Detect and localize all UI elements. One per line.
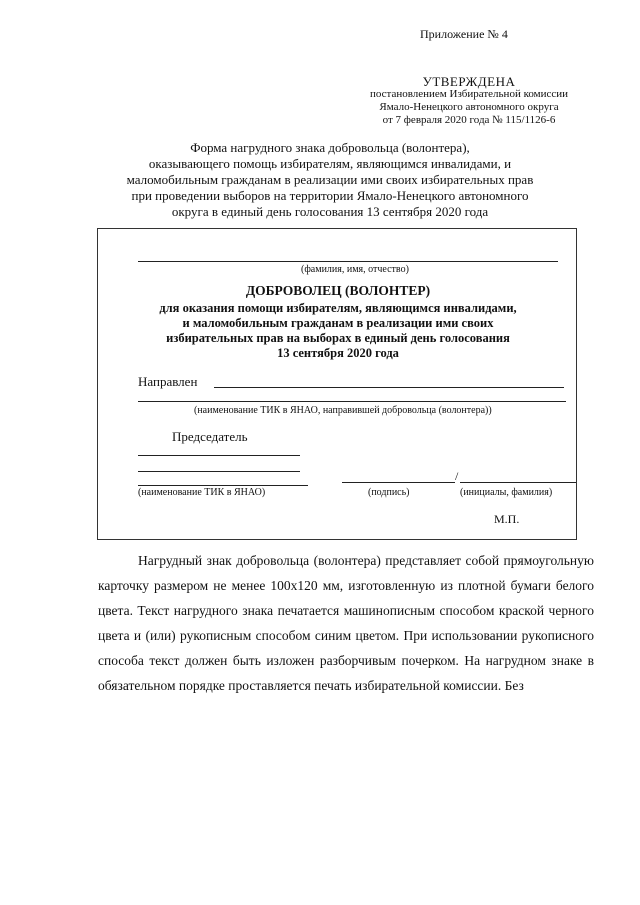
initials-caption: (инициалы, фамилия): [460, 487, 553, 498]
form-heading-line: Форма нагрудного знака добровольца (волонтера),: [190, 140, 470, 155]
form-heading-line: маломобильным гражданам в реализации ими своих избирательных прав: [126, 172, 534, 187]
chairman-line-2: [138, 471, 300, 472]
directed-caption: (наименование ТИК в ЯНАО, направившей добровольца (волонтера)): [194, 405, 492, 416]
badge-subtitle-line: для оказания помощи избирателям, являющимся инвалидами,: [159, 301, 517, 315]
appendix-number: Приложение № 4: [420, 27, 508, 41]
directed-label: Направлен: [138, 374, 198, 389]
badge-form-box: [97, 228, 577, 540]
name-line: [138, 261, 558, 262]
signature-caption: (подпись): [368, 487, 410, 498]
form-heading-line: при проведении выборов на территории Ямало-Ненецкого автономного: [131, 188, 529, 203]
form-heading: [110, 140, 550, 220]
badge-title: ДОБРОВОЛЕЦ (ВОЛОНТЕР): [245, 283, 431, 298]
badge-subtitle-line: 13 сентября 2020 года: [277, 346, 399, 360]
initials-line: [460, 482, 576, 483]
form-heading-line: оказывающего помощь избирателям, являющимся инвалидами, и: [148, 156, 512, 171]
signature-line: [342, 482, 455, 483]
approval-title: УТВЕРЖДЕНА: [422, 74, 516, 89]
approval-block: [345, 75, 593, 127]
directed-line: [214, 387, 564, 388]
body-paragraph: Нагрудный знак добровольца (волонтера) представляет собой прямоугольную карточку размером не менее 100х120 мм, изготовленную из плотной бумаги белого цвета. Текст нагрудного знака печатается машинописным способом краской черного цвета и (или) рукописным способом синим цветом. При использовании рукописного способа текст должен быть изложен разборчивым почерком. На нагрудном знаке в обязательном порядке проставляется печать избирательной комиссии. Без: [98, 553, 594, 693]
approval-line: постановлением Избирательной комиссии: [369, 88, 569, 100]
tik-caption: (наименование ТИК в ЯНАО): [138, 487, 266, 498]
directed-second-line: [138, 401, 566, 402]
approval-line: от 7 февраля 2020 года № 115/1126-6: [382, 114, 556, 126]
chairman-label: Председатель: [172, 429, 248, 444]
approval-line: Ямало-Ненецкого автономного округа: [379, 101, 559, 113]
form-heading-line: округа в единый день голосования 13 сентября 2020 года: [171, 204, 489, 219]
tik-line: [138, 485, 308, 486]
chairman-line-1: [138, 455, 300, 456]
badge-subtitle: [118, 301, 558, 361]
stamp-label: М.П.: [494, 512, 520, 526]
badge-subtitle-line: избирательных прав на выборах в единый день голосования: [166, 331, 510, 345]
name-caption: (фамилия, имя, отчество): [301, 264, 409, 275]
badge-subtitle-line: и маломобильным гражданам в реализации ими своих: [182, 316, 494, 330]
signature-slash: /: [455, 469, 459, 483]
